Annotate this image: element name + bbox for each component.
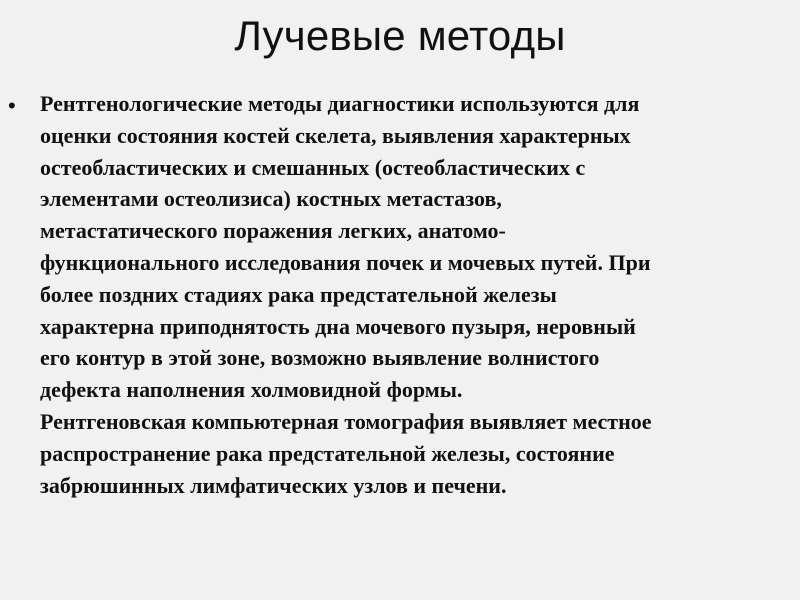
text-line: распространение рака предстательной железы, состояние — [40, 440, 615, 466]
text-line: оценки состояния костей скелета, выявления характерных — [40, 122, 631, 148]
text-line: Рентгеновская компьютерная томография выявляет местное — [40, 408, 652, 434]
bullet-item — [8, 88, 792, 501]
text-line: элементами остеолизиса) костных метастазов, — [40, 186, 502, 212]
text-line: метастатического поражения легких, анатомо- — [40, 218, 506, 244]
text-line: характерна приподнятость дна мочевого пузыря, неровный — [40, 313, 636, 339]
slide-title: Лучевые методы — [234, 12, 566, 59]
text-line: его контур в этой зоне, возможно выявление волнистого — [40, 345, 600, 371]
text-line: забрюшинных лимфатических узлов и печени. — [40, 472, 507, 498]
bullet-icon: • — [8, 93, 16, 118]
bullet-list — [8, 88, 792, 501]
bullet-text — [40, 88, 792, 501]
text-line: функционального исследования почек и мочевых путей. При — [40, 249, 651, 275]
text-line: остеобластических и смешанных (остеобластических с — [40, 154, 586, 180]
text-line: Рентгенологические методы диагностики используются для — [40, 91, 640, 116]
text-line: более поздних стадиях рака предстательной железы — [40, 281, 557, 307]
text-line: дефекта наполнения холмовидной формы. — [40, 377, 463, 403]
